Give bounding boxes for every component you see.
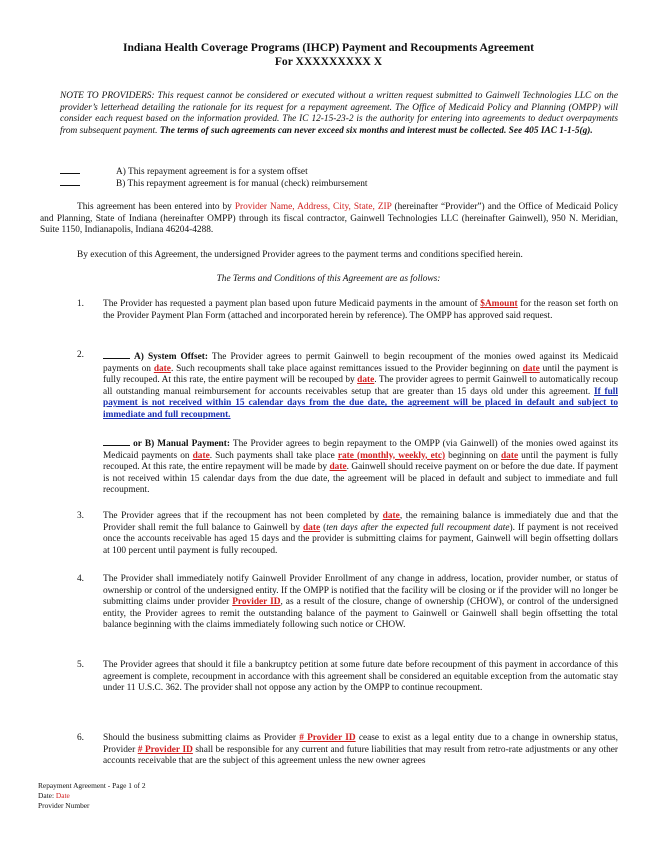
footer-date [38,791,70,801]
item-2b-text-1: The Provider agrees to begin repayment to the OMPP (via Gainwell) of the monies owed against its Medicaid payments on [103,439,618,461]
item-2a-text-3: until the payment is fully recouped. At this rate, the entire payment will be recouped by [103,363,619,386]
item-number: 3. [77,511,85,521]
item-1 [103,299,618,322]
amount-field: $Amount [480,299,518,309]
system-offset-label: A) System Offset: [134,352,209,362]
item-2b [103,437,618,497]
execution-paragraph: By execution of this Agreement, the undersigned Provider agrees to the payment terms and conditions specified herein. [77,250,523,260]
item-2b-text-4: until the payment is fully recouped. At this rate, the entire repayment will be made by [103,450,618,473]
item-3-italic: ten days after the expected full recoupment date [326,522,510,533]
item-2a-text-1: The Provider agrees to permit Gainwell to begin recoupment of the monies owed against its Medicaid payments on [103,352,619,374]
item-6-text-1: Should the business submitting claims as Provider [103,733,300,743]
item-number: 4. [77,574,85,584]
item-number: 6. [77,733,85,743]
footer-page-info: Repayment Agreement - Page 1 of 2 [38,781,146,790]
item-1-text: The Provider has requested a payment plan based upon future Medicaid payments in the amount of [103,299,481,309]
item-number: 1. [77,299,85,309]
note-to-providers [60,91,618,137]
system-offset-blank[interactable] [103,350,130,359]
item-number: 2. [77,350,85,360]
item-number: 5. [77,660,85,670]
date-field: date [500,450,519,461]
rate-field: rate (monthly, weekly, etc) [337,450,446,461]
intro-text-1: This agreement has been entered into by [77,202,235,212]
date-field: date [302,522,321,533]
provider-id-field: # Provider ID [137,744,193,755]
item-2b-text-3: beginning on [445,450,501,461]
item-2b-text-5: . Gainwell should receive payment on or before the due date. If payment is not received within 15 calendar days from the due date, the agreement will be placed in default and subject to immediate and full recoupment. [103,462,618,496]
date-field: date [192,450,210,461]
footer-date-value: Date [55,791,70,800]
item-6 [103,733,618,768]
option-a-label: A) This repayment agreement is for a system offset [116,167,308,177]
item-6-text-2: cease to exist as a legal entity due to a change in ownership status, Provider [103,733,618,755]
item-4 [103,574,618,632]
intro-paragraph [40,202,618,237]
option-b-blank[interactable] [60,177,80,186]
default-warning: If full payment is not received within 15 calendar days from the due date, the agreement will be placed in default and subject to immediate and full recoupment. [103,386,618,420]
item-4-text-2: , as a result of the closure, change of ownership (CHOW), or control of the undersigned entity, the Provider agrees to remit the outstanding balance of the payment to Gainwell or Gainwell shall begin offsetting the total balance beginning with the claims immediately following such notice or CHOW. [103,597,618,631]
item-2a [103,350,618,422]
date-field: date [382,511,400,521]
item-6-text-3: shall be responsible for any current and future liabilities that may result from retro-rate adjustments or any other accounts receivable that are the subject of this agreement unless the new owner agrees [103,744,619,767]
item-3-text-3: ). If payment is not received once the accounts receivable has aged 15 days and the provider is submitting claims for payment, Gainwell will begin offsetting dollars at 100 percent until payment is fully recouped. [103,522,618,556]
terms-heading: The Terms and Conditions of this Agreement are as follows: [216,274,441,284]
item-3: The Provider agrees that if the recoupment has not been completed by date, the remaining balance is immediately due and that the Provider shall remit the full balance to Gainwell by date (ten days after the expected full recoupment date). If payment is not received once the accounts receivable has aged 15 days and the provider is submitting claims for payment, Gainwell will begin offsetting dollars at 100 percent until payment is fully recouped. [103,511,618,556]
footer-provider-number: Provider Number [38,801,90,810]
provider-id-field: Provider ID [232,597,281,608]
date-field: date [522,363,540,374]
item-4-text-1: The Provider shall immediately notify Gainwell Provider Enrollment of any change in address, location, provider number, or status of ownership or control of the undersigned entity. If the OMPP is notified that the facility will be closing or if the provider will no longer be submitting claims under provider [103,574,618,608]
manual-payment-blank[interactable] [103,437,130,446]
option-b-label: B) This repayment agreement is for manual (check) reimbursement [116,179,368,189]
item-1-text-2: for the reason set forth on the Provider Payment Plan Form (attached and incorporated herein by reference). The OMPP has approved said request. [103,299,618,321]
manual-payment-label: or B) Manual Payment: [133,439,230,449]
option-a-blank[interactable] [60,165,80,174]
item-5: The Provider agrees that should it file a bankruptcy petition at some future date before recoupment of this payment in accordance of this agreement is complete, recoupment in accordance with this agreement shall be considered an equitable exception from the automatic stay under 11 U.S.C. 362. The provider shall not oppose any action by the OMPP to continue recoupment. [103,660,618,694]
date-field: date [329,462,347,473]
option-b [60,177,618,191]
item-2a-text-2: . Such recoupments shall take place against remittances issued to the Provider beginning on [170,363,523,374]
note-bold: The terms of such agreements can never exceed six months and interest must be collected. See 405 IAC 1-1-5(g). [159,125,593,136]
item-2b-text-2: . Such payments shall take place [209,450,338,461]
date-field: date [153,363,171,374]
item-3-text-1: The Provider agrees that if the recoupment has not been completed by [103,511,383,521]
intro-text-2: (hereinafter “Provider”) and the Office of Medicaid Policy and Planning, State of Indiana (hereinafter OMPP) through its fiscal contractor, Gainwell Technologies LLC (hereinafter Gainwell), 950 N. Meridian, Suite 1150, Indianapolis, Indiana 46204-4288. [40,202,619,236]
date-field: date [357,375,375,386]
document-subtitle: For XXXXXXXXX X [274,55,383,68]
provider-id-field: # Provider ID [299,733,356,743]
footer-date-label: Date: [38,791,56,800]
provider-name-field: Provider Name, Address, City, State, ZIP [234,202,392,212]
item-3-text-2: , the remaining balance is immediately due and that the Provider shall remit the full balance to Gainwell by [103,511,618,533]
note-intro: NOTE TO PROVIDERS: This request cannot be considered or executed without a written request submitted to Gainwell Technologies LLC on the provider’s letterhead detailing the rationale for its request for a repayment agreement. The Office of Medicaid Policy and Planning (OMPP) will consider each request based on the information provided. The IC 12-15-23-2 is the authority for entering into agreements to deduct overpayments from subsequent payment. [60,91,618,136]
document-title: Indiana Health Coverage Programs (IHCP) Payment and Recoupments Agreement [122,41,535,54]
item-2a-text-4: . The provider agrees to permit Gainwell to automatically recoup all outstanding manual reimbursement for accounts receivables setup that are greater than 15 days old under this agreement. [103,375,618,397]
